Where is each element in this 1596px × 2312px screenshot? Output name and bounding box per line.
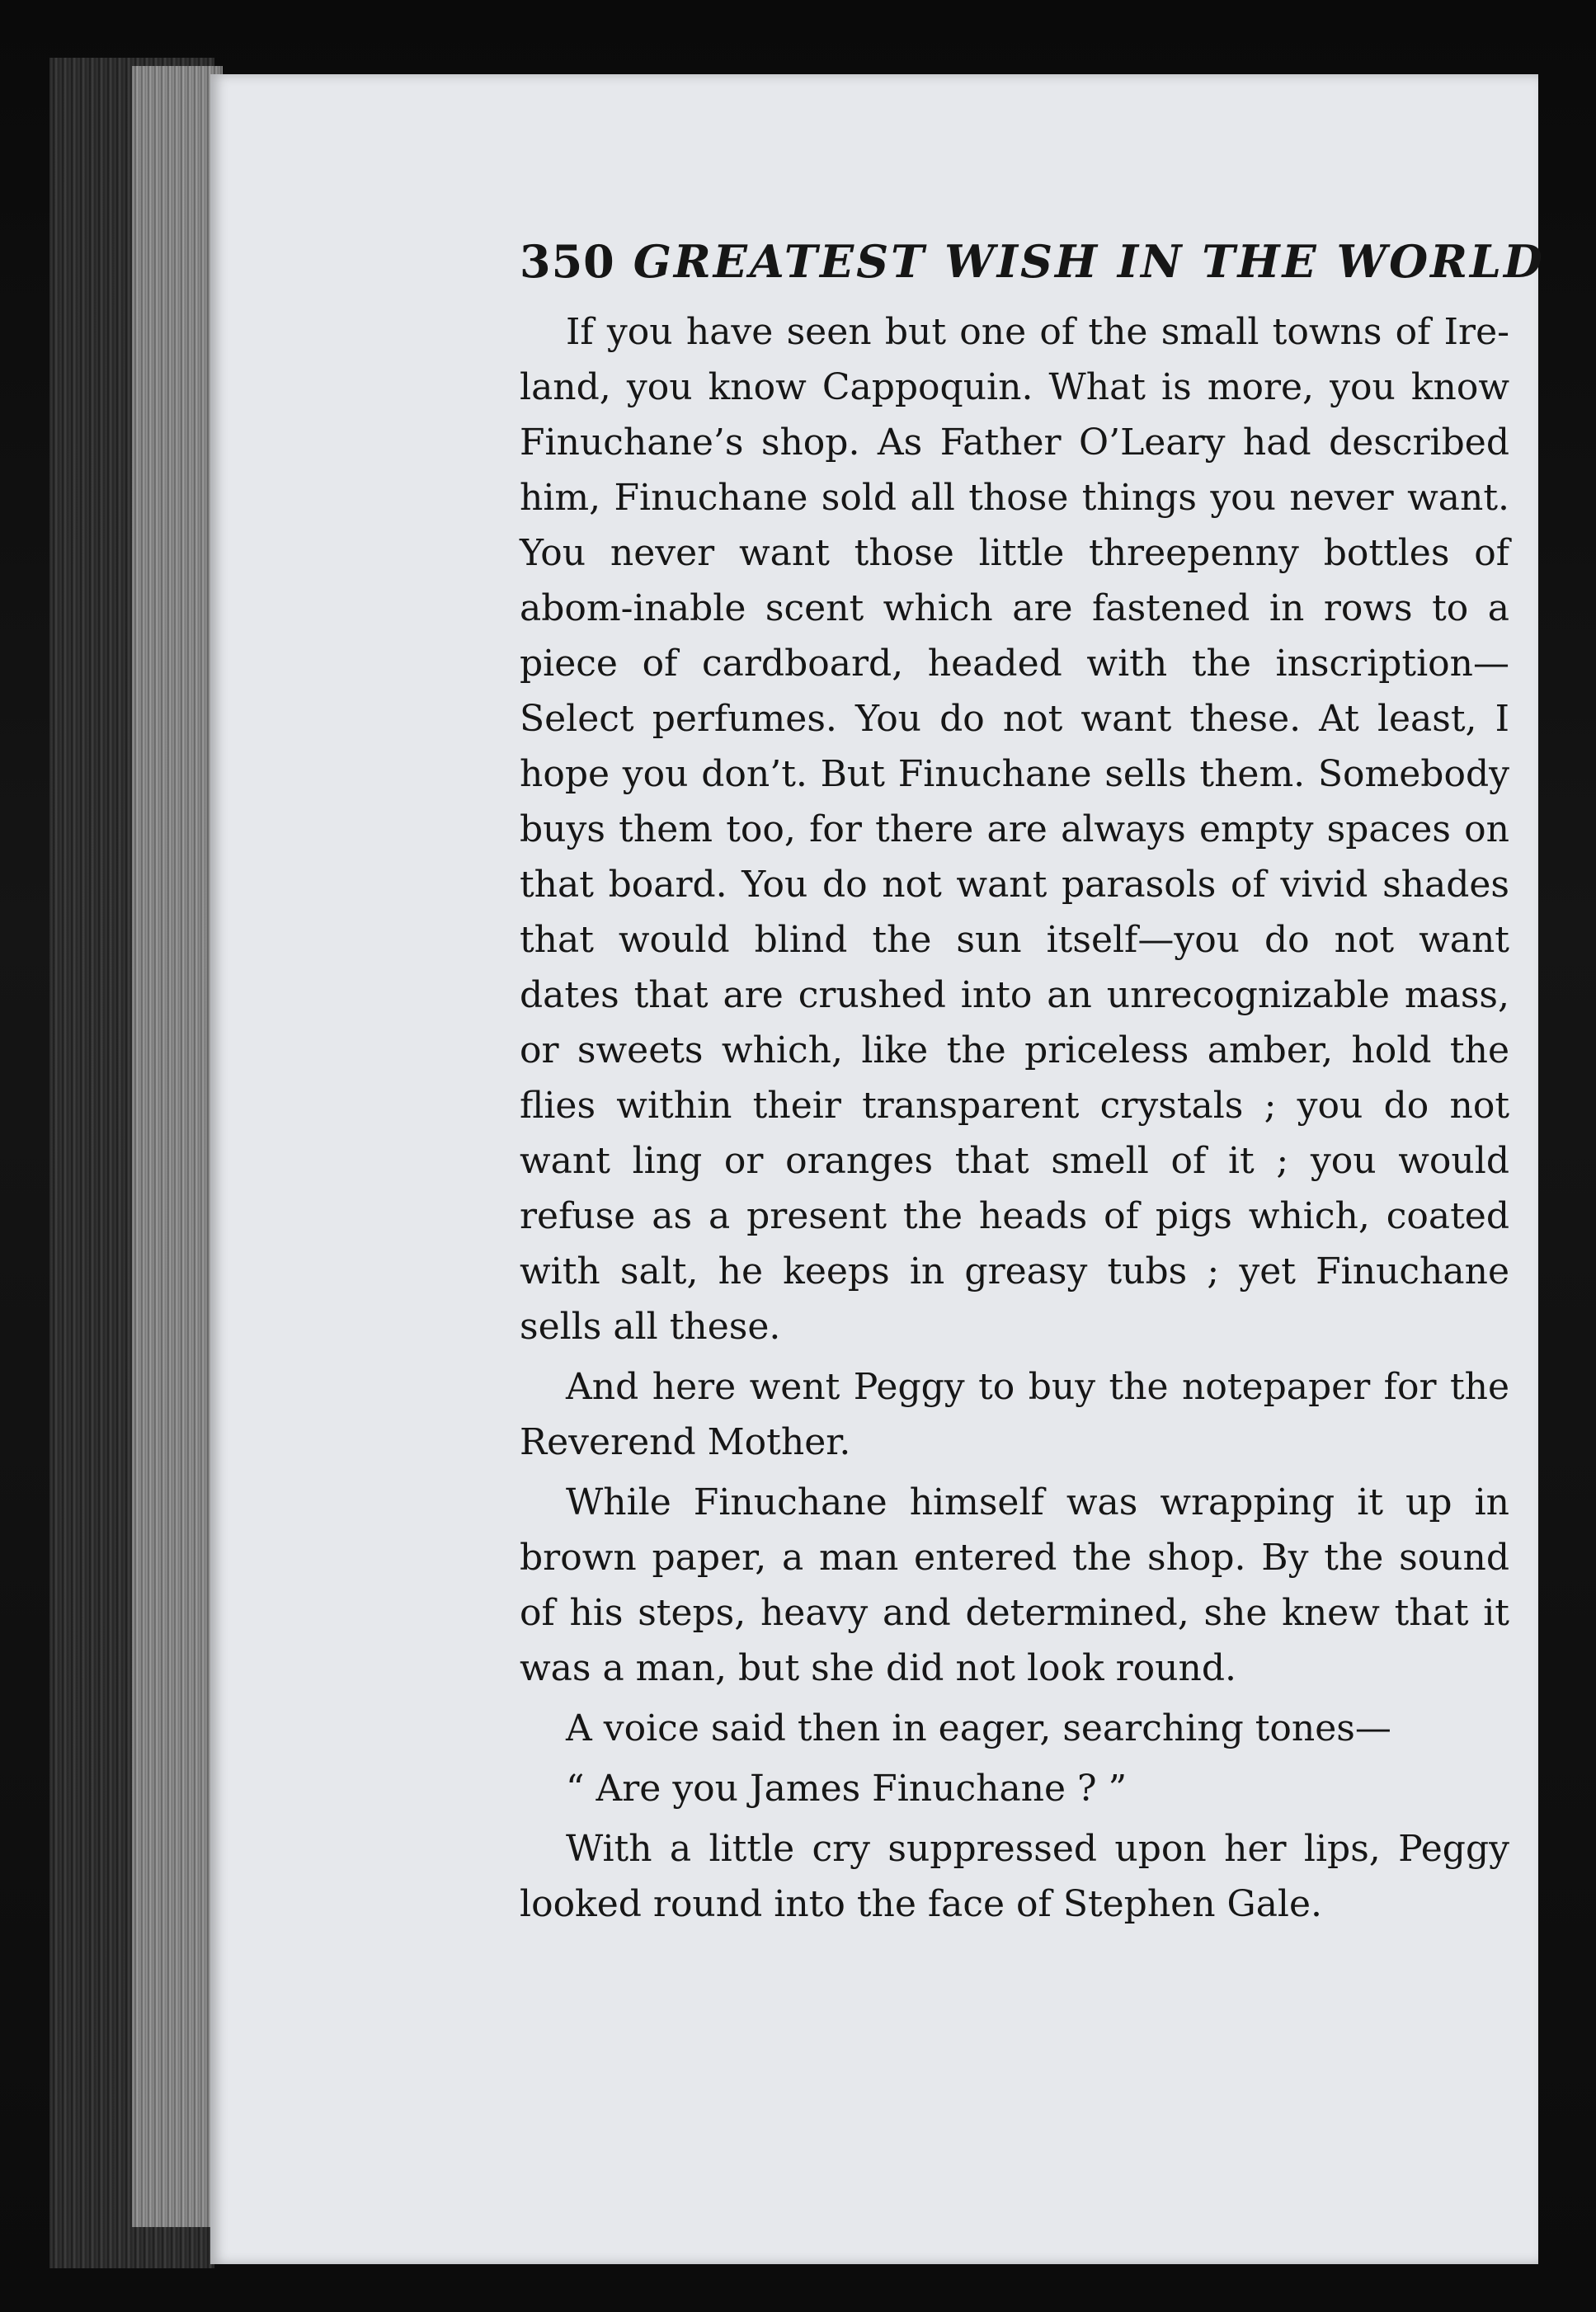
body-text bbox=[520, 304, 1509, 1932]
paragraph: If you have seen but one of the small towns of Ire-land, you know Cappoquin. What is more, you know Finuchane’s shop. As Father O’Leary had described him, Finuchane sold all those things you never want. You never want those little threepenny bottles of abom-inable scent which are fastened in rows to a piece of cardboard, headed with the inscription—Select perfumes. You do not want these. At least, I hope you don’t. But Finuchane sells them. Somebody buys them too, for there are always empty spaces on that board. You do not want parasols of vivid shades that would blind the sun itself—you do not want dates that are crushed into an unrecognizable mass, or sweets which, like the priceless amber, hold the flies within their transparent crystals ; you do not want ling or oranges that smell of it ; you would refuse as a present the heads of pigs which, coated with salt, he keeps in greasy tubs ; yet Finuchane sells all these. bbox=[520, 311, 1509, 1348]
paragraph: “ Are you James Finuchane ? ” bbox=[566, 1768, 1128, 1810]
running-title: GREATEST WISH IN THE WORLD bbox=[633, 235, 1545, 288]
paragraph: A voice said then in eager, searching tones— bbox=[566, 1707, 1391, 1749]
paragraph: While Finuchane himself was wrapping it up in brown paper, a man entered the shop. By the sound of his steps, heavy and determined, she knew that it was a man, but she did not look round. bbox=[520, 1481, 1509, 1689]
paragraph: And here went Peggy to buy the notepaper for the Reverend Mother. bbox=[520, 1366, 1509, 1463]
paragraph: With a little cry suppressed upon her lips, Peggy looked round into the face of Stephen Gale. bbox=[520, 1828, 1509, 1925]
page-number: 350 bbox=[520, 235, 615, 288]
running-head bbox=[520, 235, 1545, 288]
book-page-edges-inner bbox=[132, 66, 223, 2227]
page-content bbox=[309, 235, 1545, 1937]
